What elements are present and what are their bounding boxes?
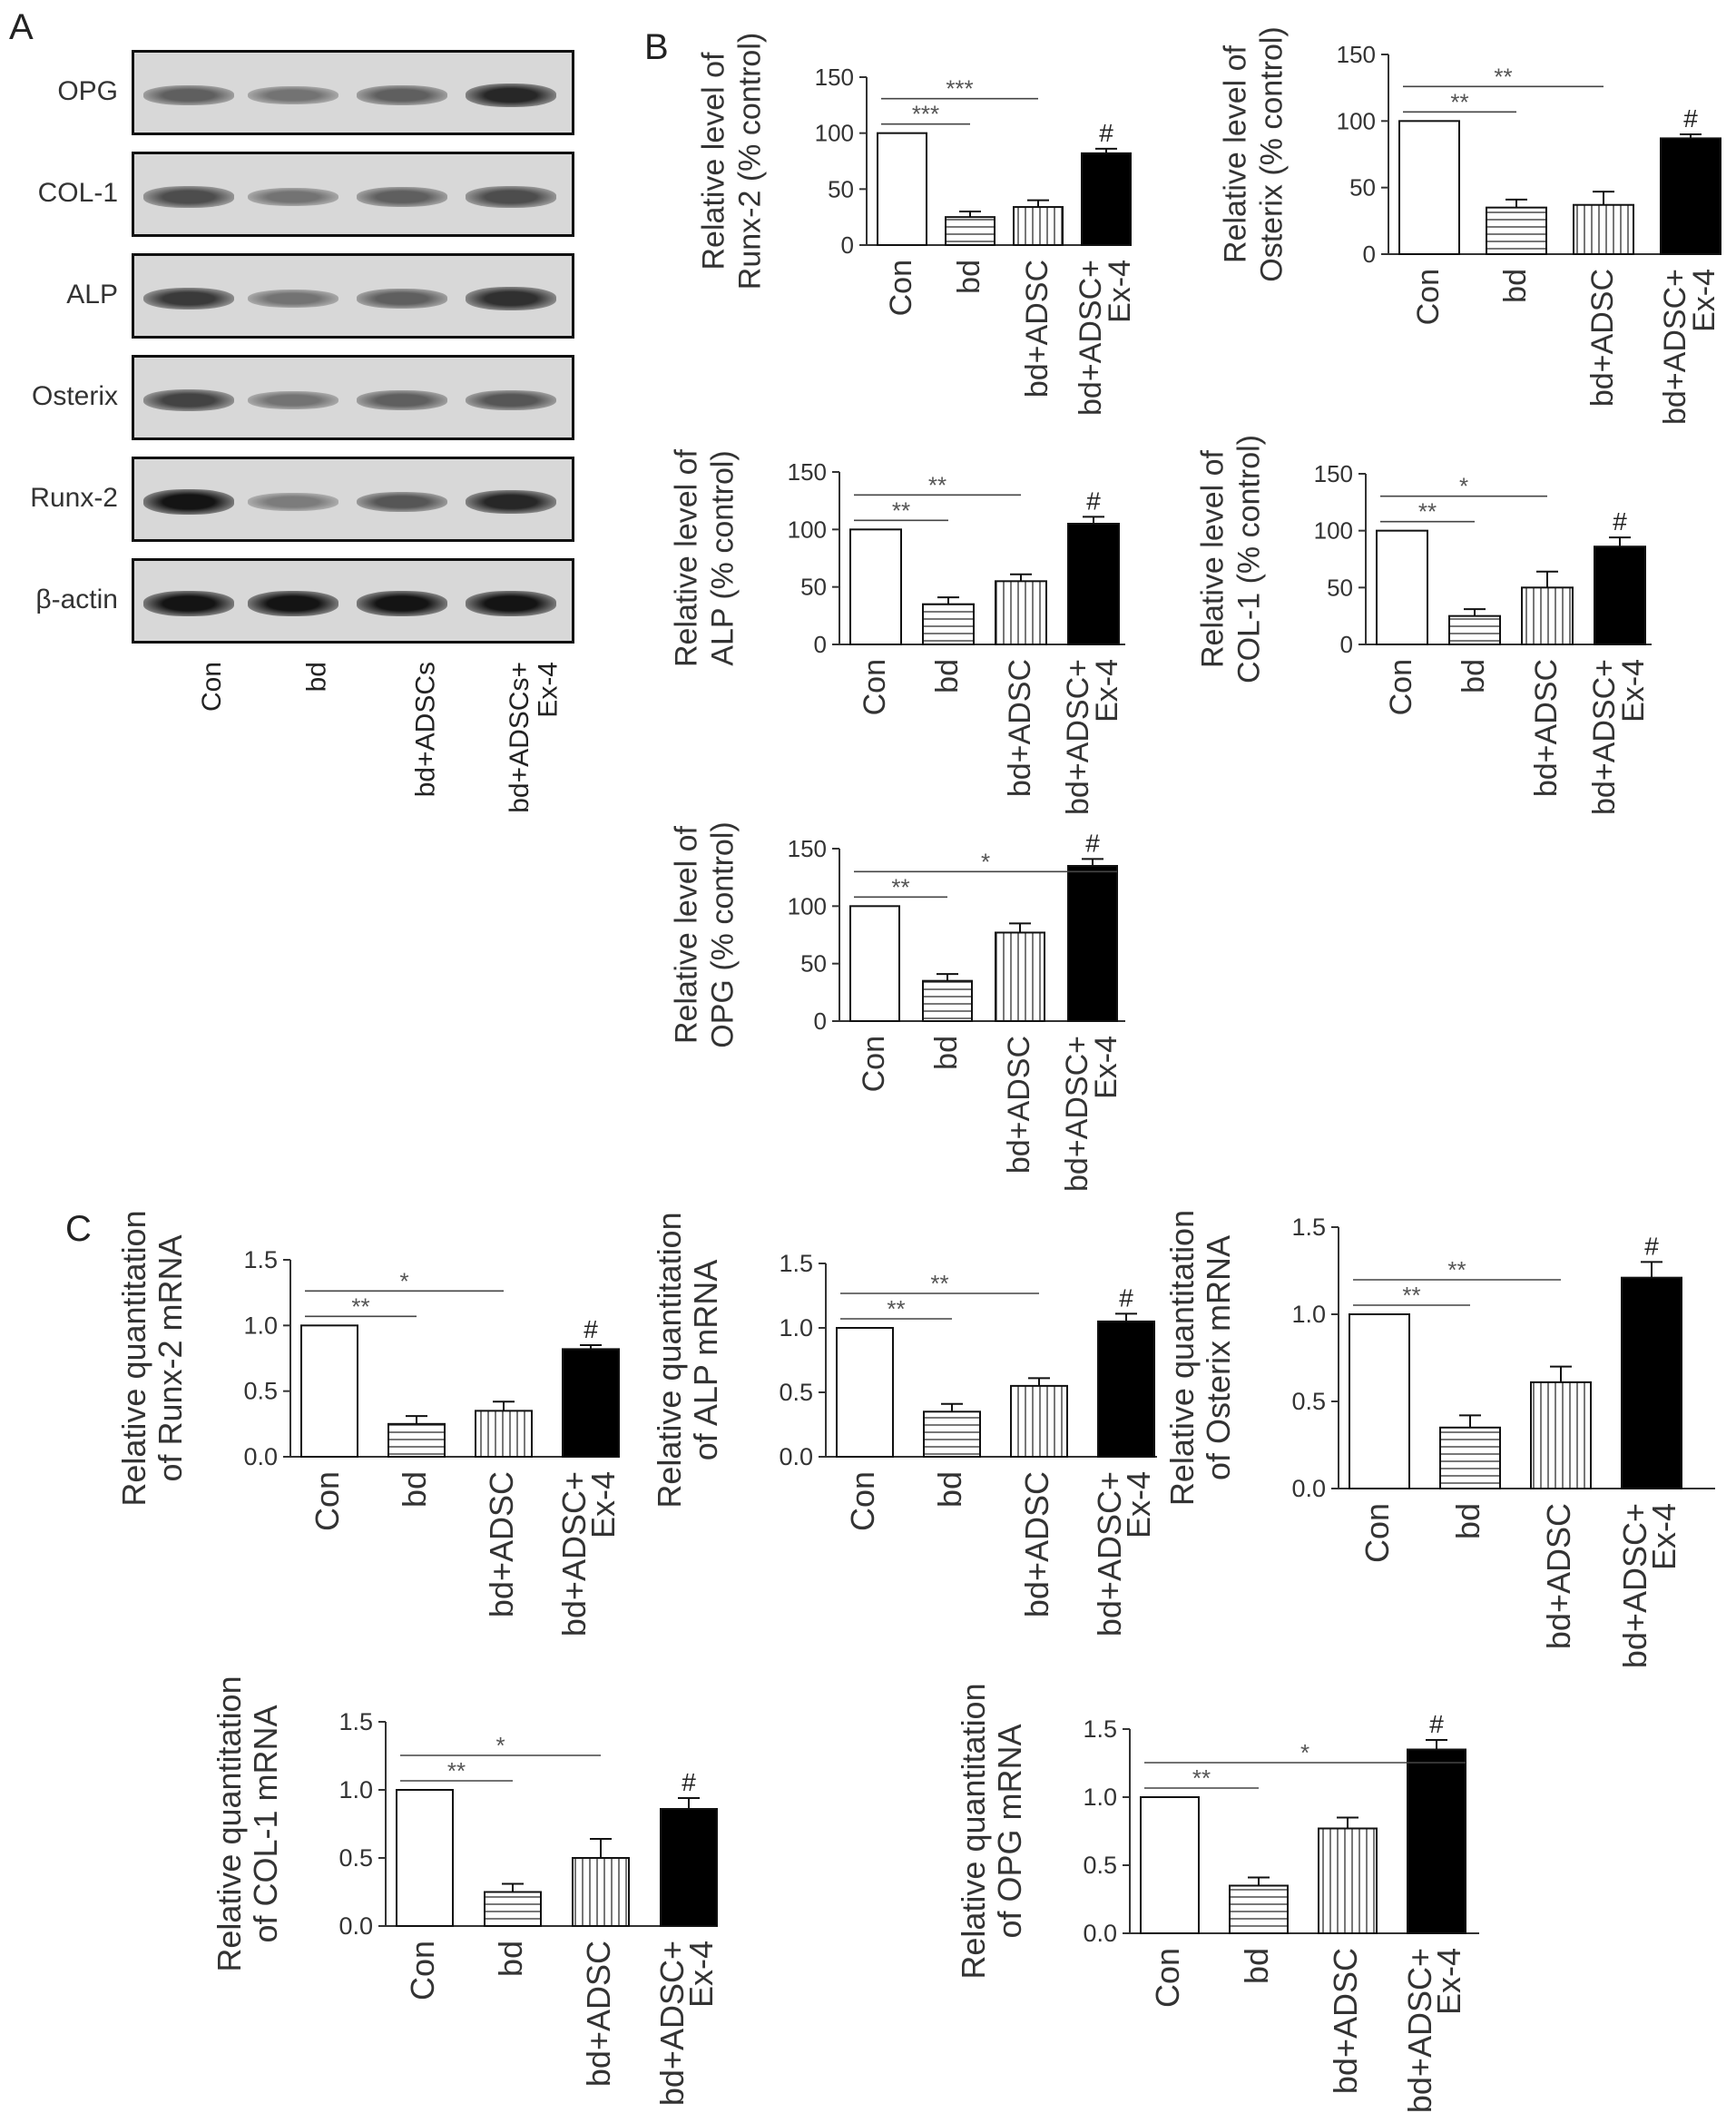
bar	[1594, 546, 1645, 644]
bar	[996, 932, 1045, 1021]
significance-label: **	[927, 471, 947, 499]
bar	[1098, 1322, 1154, 1457]
x-tick-label: bd+ADSC	[1327, 1948, 1364, 2095]
y-tick-label: 0	[813, 631, 827, 658]
bar	[397, 1790, 453, 1926]
significance-label: ***	[911, 100, 940, 128]
y-tick-label: 100	[787, 516, 827, 544]
x-tick-label: Con	[858, 659, 892, 716]
y-tick-label: 0.5	[338, 1844, 373, 1872]
significance-label: **	[891, 873, 910, 901]
y-axis-label: Relative quantitation	[650, 1212, 688, 1509]
bar	[1319, 1829, 1377, 1934]
bar	[1230, 1886, 1288, 1934]
y-tick-label: 150	[1336, 41, 1376, 68]
panel-label-a: A	[9, 7, 34, 47]
y-tick-label: 1.0	[1083, 1784, 1117, 1811]
y-tick-label: 150	[1313, 460, 1353, 487]
x-tick-label: Ex-4	[584, 1471, 622, 1539]
hash-marker: #	[584, 1315, 598, 1344]
y-tick-label: 150	[814, 64, 854, 91]
bar	[573, 1858, 629, 1926]
y-tick-label: 0.0	[779, 1443, 813, 1470]
x-tick-label: bd+ADSC+	[1074, 260, 1108, 416]
y-tick-label: 1.0	[1291, 1301, 1326, 1328]
y-tick-label: 0.5	[1291, 1388, 1326, 1415]
significance-label: **	[1417, 497, 1437, 526]
y-tick-label: 0	[1362, 241, 1376, 268]
y-tick-label: 100	[787, 892, 827, 920]
y-tick-label: 0	[1339, 631, 1353, 658]
y-tick-label: 1.0	[243, 1312, 278, 1340]
x-tick-label: bd+ADSC+	[555, 1471, 593, 1637]
y-tick-label: 50	[828, 175, 854, 203]
panel-label-c: C	[65, 1209, 92, 1249]
x-tick-label: Con	[404, 1941, 441, 2001]
blot-label-3: Osterix	[31, 381, 118, 411]
y-tick-label: 0.0	[243, 1443, 278, 1470]
y-tick-label: 0.0	[338, 1912, 373, 1940]
y-tick-label: 1.5	[1291, 1214, 1326, 1241]
x-tick-label: Con	[844, 1471, 881, 1532]
significance-label: **	[1192, 1764, 1211, 1792]
x-tick-label: bd+ADSC	[483, 1471, 520, 1618]
x-tick-label: Con	[1358, 1503, 1396, 1564]
y-axis-label: ALP (% control)	[705, 450, 740, 666]
x-tick-label: bd	[952, 260, 986, 294]
significance-label: **	[891, 496, 911, 525]
y-tick-label: 0	[840, 231, 854, 259]
blot-lane-label: bd+ADSCs+	[505, 662, 535, 813]
x-tick-label: bd+ADSC+	[653, 1941, 691, 2107]
x-tick-label: bd+ADSC	[1002, 1036, 1036, 1174]
panel-label-b: B	[644, 27, 669, 67]
y-axis-label: of COL-1 mRNA	[246, 1705, 284, 1943]
bar	[1068, 524, 1119, 644]
hash-marker: #	[1644, 1232, 1659, 1261]
y-axis-label: Relative level of	[1195, 449, 1231, 669]
hash-marker: #	[682, 1768, 696, 1796]
y-tick-label: 50	[1327, 574, 1353, 602]
bar	[1011, 1386, 1067, 1457]
chart-b-runx2	[696, 33, 1137, 416]
blot-lane-label: bd	[301, 662, 331, 693]
y-tick-label: 100	[814, 119, 854, 147]
y-tick-label: 0.0	[1083, 1920, 1117, 1947]
y-axis-label: Relative quantitation	[954, 1683, 992, 1980]
y-tick-label: 100	[1313, 516, 1353, 545]
significance-label: **	[930, 1270, 949, 1297]
chart-b-opg	[669, 821, 1125, 1192]
hash-marker: #	[1683, 104, 1698, 133]
x-tick-label: bd	[931, 1471, 968, 1509]
y-tick-label: 150	[787, 835, 827, 862]
bar	[1349, 1314, 1409, 1489]
blot-lane-label: bd+ADSCs	[410, 662, 440, 798]
x-tick-label: bd+ADSC+	[1587, 659, 1622, 815]
bar	[1440, 1428, 1500, 1489]
chart-c-runx2	[115, 1210, 622, 1636]
chart-b-alp	[669, 448, 1125, 815]
y-axis-label: Relative quantitation	[1162, 1209, 1201, 1507]
y-tick-label: 0.0	[1291, 1475, 1326, 1502]
y-tick-label: 0.5	[243, 1377, 278, 1405]
hash-marker: #	[1085, 829, 1100, 858]
bar	[1531, 1382, 1591, 1489]
x-tick-label: Con	[884, 260, 918, 317]
bar	[1082, 153, 1131, 245]
x-tick-label: bd+ADSC	[1018, 1471, 1055, 1618]
bar	[1449, 616, 1500, 644]
x-tick-label: bd+ADSC+	[1060, 1036, 1094, 1192]
y-tick-label: 1.5	[338, 1708, 373, 1735]
bar	[1068, 866, 1117, 1021]
x-tick-label: bd+ADSC+	[1616, 1503, 1653, 1669]
y-axis-label: Osterix (% control)	[1254, 26, 1290, 282]
blot-lane-label: Ex-4	[534, 662, 564, 718]
x-tick-label: bd+ADSC	[1540, 1503, 1577, 1650]
blot-lane-label: Con	[197, 662, 227, 713]
y-axis-label: Relative level of	[1218, 44, 1253, 264]
y-axis-label: Relative level of	[669, 825, 704, 1045]
x-tick-label: bd	[930, 659, 965, 693]
bar	[850, 906, 899, 1021]
x-tick-label: Ex-4	[1090, 659, 1124, 722]
bar	[878, 133, 927, 245]
x-tick-label: bd	[1498, 269, 1533, 303]
y-tick-label: 0	[813, 1007, 827, 1035]
y-tick-label: 0.5	[779, 1379, 813, 1406]
y-tick-label: 0.5	[1083, 1852, 1117, 1879]
blot-label-0: OPG	[57, 76, 118, 106]
x-tick-label: Ex-4	[682, 1941, 720, 2009]
x-tick-label: bd+ADSC	[1529, 659, 1564, 798]
x-tick-label: bd	[1449, 1503, 1486, 1540]
x-tick-label: bd+ADSC	[580, 1941, 617, 2088]
blot-label-5: β-actin	[35, 585, 118, 614]
y-tick-label: 50	[800, 949, 827, 978]
x-tick-label: bd+ADSC	[1020, 260, 1054, 398]
y-tick-label: 1.5	[243, 1246, 278, 1273]
x-tick-label: Ex-4	[1120, 1471, 1157, 1539]
bar	[1399, 121, 1459, 254]
chart-b-col1	[1195, 435, 1652, 815]
y-axis-label: Relative level of	[669, 448, 704, 668]
significance-label: ***	[946, 74, 974, 103]
y-axis-label: of Runx-2 mRNA	[151, 1234, 189, 1482]
bar	[1407, 1750, 1466, 1934]
significance-label: *	[495, 1732, 505, 1759]
y-axis-label: of Osterix mRNA	[1199, 1234, 1237, 1481]
chart-c-opg	[955, 1683, 1479, 2113]
significance-label: **	[351, 1292, 370, 1321]
x-tick-label: Ex-4	[1687, 269, 1721, 332]
y-axis-label: Runx-2 (% control)	[732, 32, 768, 290]
significance-label: *	[399, 1267, 409, 1295]
significance-label: *	[980, 848, 991, 876]
blot-label-2: ALP	[66, 280, 118, 310]
x-tick-label: Con	[309, 1471, 346, 1532]
x-tick-label: bd+ADSC	[1003, 659, 1037, 798]
x-tick-label: bd+ADSC+	[1091, 1471, 1128, 1637]
y-axis-label: of OPG mRNA	[990, 1724, 1028, 1939]
x-tick-label: bd	[1238, 1948, 1275, 1985]
x-tick-label: bd	[929, 1036, 964, 1070]
hash-marker: #	[1099, 118, 1113, 147]
significance-label: **	[1447, 1256, 1466, 1283]
significance-label: *	[1300, 1739, 1310, 1766]
y-tick-label: 1.0	[779, 1314, 813, 1342]
chart-c-osterix	[1163, 1210, 1715, 1668]
x-tick-label: bd+ADSC+	[1061, 659, 1095, 815]
blot-label-4: Runx-2	[30, 483, 118, 513]
bar	[923, 604, 974, 644]
bar	[1622, 1278, 1682, 1489]
bar	[1014, 207, 1063, 245]
y-tick-label: 50	[800, 573, 827, 601]
x-tick-label: bd+ADSC+	[1658, 269, 1692, 425]
significance-label: *	[1458, 472, 1469, 500]
x-tick-label: bd	[492, 1941, 529, 1978]
y-tick-label: 1.5	[779, 1250, 813, 1277]
y-tick-label: 1.0	[338, 1776, 373, 1803]
bar	[661, 1809, 717, 1926]
x-tick-label: bd	[1456, 659, 1491, 693]
x-tick-label: bd+ADSC	[1585, 269, 1620, 408]
bar	[1141, 1797, 1199, 1933]
y-axis-label: Relative level of	[696, 52, 731, 270]
y-tick-label: 1.5	[1083, 1715, 1117, 1743]
bar	[485, 1892, 541, 1927]
y-tick-label: 100	[1336, 107, 1376, 135]
bar	[946, 217, 995, 245]
chart-b-osterix	[1218, 26, 1721, 425]
y-axis-label: Relative quantitation	[210, 1676, 248, 1972]
y-tick-label: 50	[1349, 173, 1376, 201]
bar	[850, 529, 901, 644]
bar	[1522, 587, 1573, 644]
x-tick-label: bd	[396, 1471, 433, 1509]
bar	[476, 1410, 532, 1457]
bar	[837, 1328, 893, 1457]
bar	[301, 1325, 358, 1457]
y-tick-label: 150	[787, 458, 827, 486]
bar	[1377, 531, 1427, 644]
bar	[388, 1424, 445, 1457]
x-tick-label: Ex-4	[1089, 1036, 1123, 1099]
x-tick-label: Con	[1411, 269, 1446, 326]
x-tick-label: Ex-4	[1616, 659, 1651, 722]
x-tick-label: Ex-4	[1645, 1503, 1682, 1571]
bar	[996, 581, 1046, 644]
x-tick-label: Con	[857, 1036, 891, 1093]
significance-label: **	[1494, 63, 1513, 91]
x-tick-label: Con	[1149, 1948, 1186, 2009]
significance-label: **	[446, 1757, 466, 1784]
significance-label: **	[1450, 88, 1469, 116]
y-axis-label: of ALP mRNA	[686, 1259, 724, 1461]
x-tick-label: Con	[1384, 659, 1418, 716]
bar	[1574, 205, 1633, 254]
x-tick-label: bd+ADSC+	[1401, 1948, 1438, 2113]
significance-label: **	[1402, 1282, 1421, 1309]
hash-marker: #	[1429, 1710, 1444, 1738]
bar	[923, 981, 972, 1021]
bar	[1486, 208, 1546, 254]
hash-marker: #	[1086, 486, 1101, 516]
y-axis-label: OPG (% control)	[705, 821, 740, 1048]
bar	[924, 1411, 980, 1457]
chart-c-alp	[651, 1212, 1157, 1636]
x-tick-label: Ex-4	[1103, 260, 1137, 323]
chart-c-col1	[211, 1676, 720, 2106]
x-tick-label: Ex-4	[1430, 1948, 1467, 2016]
hash-marker: #	[1613, 507, 1627, 536]
blot-label-1: COL-1	[37, 178, 118, 208]
bar	[563, 1349, 619, 1457]
hash-marker: #	[1119, 1283, 1133, 1312]
significance-label: **	[887, 1295, 906, 1322]
y-axis-label: COL-1 (% control)	[1231, 435, 1267, 683]
bar	[1661, 138, 1721, 254]
y-axis-label: Relative quantitation	[114, 1210, 152, 1507]
